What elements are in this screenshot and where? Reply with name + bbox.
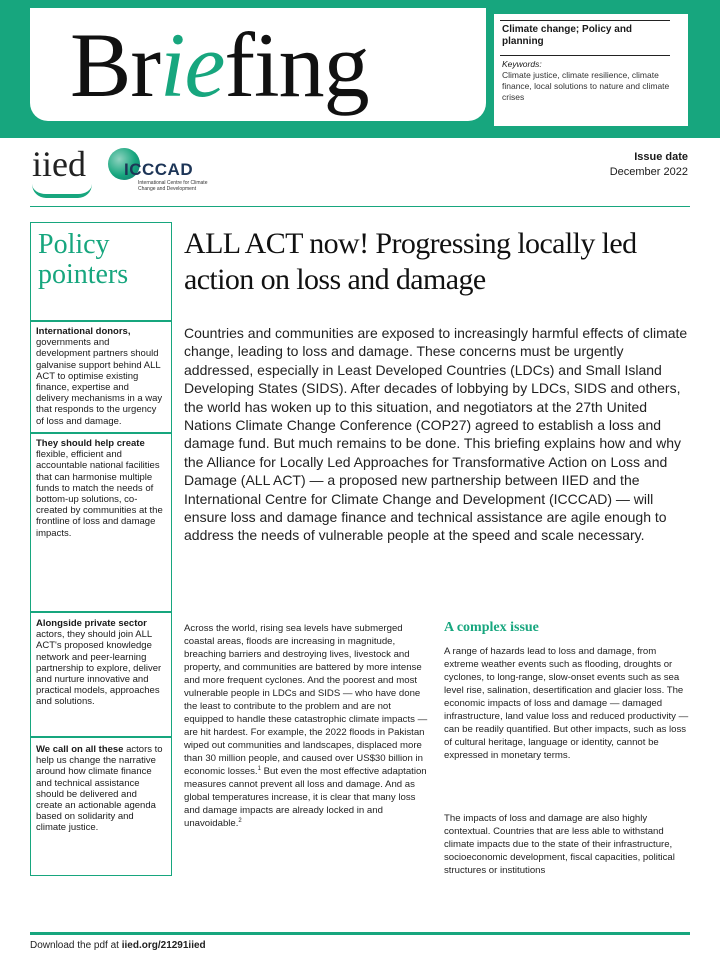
body-column-left (184, 622, 428, 830)
policy-pointer-text: actors, they should join ALL ACT's proposed knowledge network and peer-learning partnership to explore, deliver and nurture innovative and practical models, approaches and solutions. (36, 629, 162, 708)
policy-pointer-text: flexible, efficient and accountable national facilities that can harmonise multiple funds to match the needs of bottom-up solutions, co-created by communities at the frontline of loss and damage impacts. (36, 449, 163, 539)
divider (500, 20, 670, 21)
wordmark-part: fing (224, 14, 369, 116)
icccad-logo-subtitle: International Centre for Climate Change and Development (138, 180, 208, 192)
page-title: ALL ACT now! Progressing locally led action on loss and damage (184, 227, 637, 296)
divider (30, 432, 172, 434)
policy-pointer-lead: We call on all these (36, 744, 124, 755)
footer-divider (30, 932, 690, 935)
download-link[interactable]: iied.org/21291iied (121, 940, 206, 951)
section-heading: A complex issue (444, 620, 539, 635)
policy-pointer-text: actors to help us change the narrative around how climate finance and technical assistance should be delivered and create an actionable agenda based on solidarity and climate justice. (36, 744, 163, 834)
divider (500, 55, 670, 56)
wordmark-part: Br (70, 14, 160, 116)
policy-pointer-lead: International donors, (36, 326, 131, 337)
policy-pointer-item (36, 326, 164, 427)
policy-pointer-item (36, 438, 164, 539)
body-text: But even the most effective adaptation measures cannot prevent all loss and damage. And as global temperatures increase, it is clear that many loss and damage impacts are already locked in and unavoidable. (184, 766, 427, 829)
topic-label: Climate change; Policy and planning (502, 24, 633, 47)
keywords-text: Climate justice, climate resilience, climate finance, local solutions to nature and climate crises (502, 70, 670, 102)
policy-pointers-heading: Policy pointers (38, 229, 129, 290)
wordmark-highlight: ie (160, 14, 225, 116)
footer (30, 940, 206, 951)
footer-prefix: Download the pdf at (30, 940, 122, 951)
policy-pointer-lead: They should help create (36, 438, 145, 449)
policy-pointer-item (36, 618, 164, 708)
icccad-logo: ICCCAD (124, 160, 194, 179)
keywords-label: Keywords: (502, 59, 542, 69)
body-paragraph: A range of hazards lead to loss and damage, from extreme weather events such as flooding, droughts or cyclones, to long-range, slow-onset events such as sea level rise, salination, desertification and glacier loss. The economic impacts of loss and damage — damaged infrastructure, land value loss and reduced productivity — can be readily quantified. But other impacts, such as loss of cultural heritage, language or identity, cannot be expressed in monetary terms. (444, 646, 689, 761)
footnote-ref[interactable]: 1 (257, 765, 261, 772)
divider (30, 736, 172, 738)
policy-pointer-text: governments and development partners should galvanise support behind ALL ACT to optimise existing finance, expertise and delivery mechanisms in a way that responds to the urgency of loss and damage. (36, 337, 163, 427)
divider (30, 320, 172, 322)
briefing-wordmark (70, 10, 369, 120)
divider (30, 611, 172, 613)
issue-date-value: December 2022 (609, 166, 688, 178)
body-text: Across the world, rising sea levels have submerged coastal areas, floods are increasing in magnitude, breaching barriers and destroying lives, livestock and property, and communities are battered by more intense and more frequent cyclones. And the poorest and most vulnerable people in LDCs and SIDS — who have done the least to contribute to the problem and are not equipped to handle these catastrophic climate impacts — are hit hardest. For example, the 2022 floods in Pakistan wiped out communities and landscapes, displaced more than 30 million people, and caused over US$30 billion in economic losses. (184, 623, 428, 777)
issue-date-label: Issue date (634, 151, 688, 163)
iied-logo-swoosh (32, 184, 92, 198)
iied-logo: iied (32, 144, 86, 184)
policy-pointer-item (36, 744, 164, 834)
divider (30, 206, 690, 207)
footnote-ref[interactable]: 2 (238, 817, 242, 824)
summary-paragraph: Countries and communities are exposed to increasingly harmful effects of climate change, leading to loss and damage. These concerns must be urgently addressed, especially in Least Developed Countries (LDCs) and Small Island Developing States (SIDS). After decades of lobbying by LDCs, SIDS and others, the world has woken up to this situation, and negotiators at the 27th United Nations Climate Change Conference (COP27) agreed to establish a loss and damage fund. But much remains to be done. This briefing explains how and why the Alliance for Locally Led Approaches for Transformative Action on Loss and Damage (ALL ACT) — a proposed new partnership between IIED and the International Centre for Climate Change and Development (ICCCAD) — will ensure loss and damage finance and technical assistance are agile enough to address the needs of vulnerable people at the speed and scale necessary. (184, 325, 688, 544)
body-paragraph: The impacts of loss and damage are also highly contextual. Countries that are less able to withstand climate impacts due to the state of their infrastructure, socioeconomic development, fiscal capacities, political structures or institutions (444, 813, 675, 876)
policy-pointer-lead: Alongside private sector (36, 618, 147, 629)
